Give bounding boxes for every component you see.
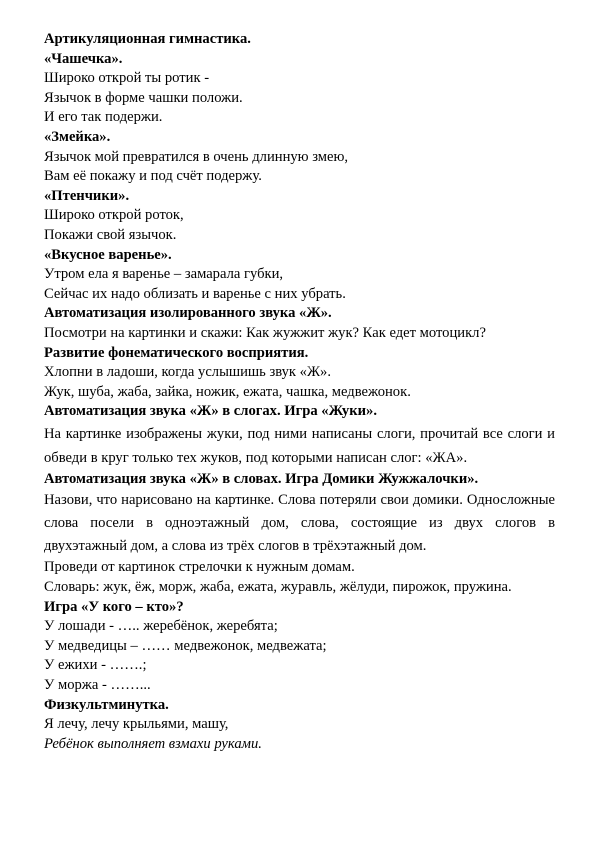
document-page bbox=[44, 30, 555, 754]
heading-articulation: Артикуляционная гимнастика. bbox=[44, 31, 251, 47]
text-line: У ежихи - …….; bbox=[44, 657, 147, 674]
text-line: Посмотри на картинки и скажи: Как жужжит жук? Как едет мотоцикл? bbox=[44, 324, 486, 341]
exercise-title-cup: «Чашечка». bbox=[44, 50, 123, 67]
text-line: У моржа - ……... bbox=[44, 677, 151, 694]
paragraph-bugs: На картинке изображены жуки, под ними написаны слоги, прочитай все слоги и обведи в круг только тех жуков, под которыми написан слог: «ЖА». bbox=[44, 425, 555, 466]
text-line: Хлопни в ладоши, когда услышишь звук «Ж». bbox=[44, 364, 331, 381]
vocabulary-line: Словарь: жук, ёж, морж, жаба, ежата, журавль, жёлуди, пирожок, пружина. bbox=[44, 579, 512, 596]
text-line: Покажи свой язычок. bbox=[44, 226, 177, 243]
paragraph-houses: Назови, что нарисовано на картинке. Слова потеряли свои домики. Односложные слова посели в одноэтажный дом, слова, состоящие из двух слогов в двухэтажный дом, а слова из трёх слогов в трёхэтажный дом. bbox=[44, 492, 555, 555]
instruction-italic: Ребёнок выполняет взмахи руками. bbox=[44, 735, 262, 752]
heading-syllables: Автоматизация звука «Ж» в слогах. Игра «Жуки». bbox=[44, 403, 377, 420]
heading-isolated-sound: Автоматизация изолированного звука «Ж». bbox=[44, 305, 332, 322]
text-line: Язычок мой превратился в очень длинную змею, bbox=[44, 148, 349, 165]
text-line: Язычок в форме чашки положи. bbox=[44, 89, 243, 106]
text-line: Я лечу, лечу крыльями, машу, bbox=[44, 716, 229, 733]
text-line: У медведицы – …… медвежонок, медвежата; bbox=[44, 637, 327, 654]
heading-phonemic: Развитие фонематического восприятия. bbox=[44, 344, 309, 361]
text-line: Сейчас их надо облизать и варенье с них убрать. bbox=[44, 285, 346, 302]
text-line: Жук, шуба, жаба, зайка, ножик, ежата, чашка, медвежонок. bbox=[44, 383, 411, 400]
text-line: Широко открой роток, bbox=[44, 207, 184, 224]
text-line: И его так подержи. bbox=[44, 109, 163, 126]
exercise-title-snake: «Змейка». bbox=[44, 128, 111, 145]
heading-words: Автоматизация звука «Ж» в словах. Игра Домики Жужжалочки». bbox=[44, 470, 479, 487]
text-line: Проведи от картинок стрелочки к нужным домам. bbox=[44, 559, 355, 576]
text-line: Вам её покажу и под счёт подержу. bbox=[44, 168, 262, 185]
exercise-title-jam: «Вкусное варенье». bbox=[44, 246, 172, 263]
text-line: У лошади - ….. жеребёнок, жеребята; bbox=[44, 618, 278, 635]
heading-game-who: Игра «У кого – кто»? bbox=[44, 598, 184, 615]
text-line: Утром ела я варенье – замарала губки, bbox=[44, 266, 284, 283]
exercise-title-chicks: «Птенчики». bbox=[44, 187, 130, 204]
heading-physical-break: Физкультминутка. bbox=[44, 696, 169, 713]
text-line: Широко открой ты ротик - bbox=[44, 70, 210, 87]
